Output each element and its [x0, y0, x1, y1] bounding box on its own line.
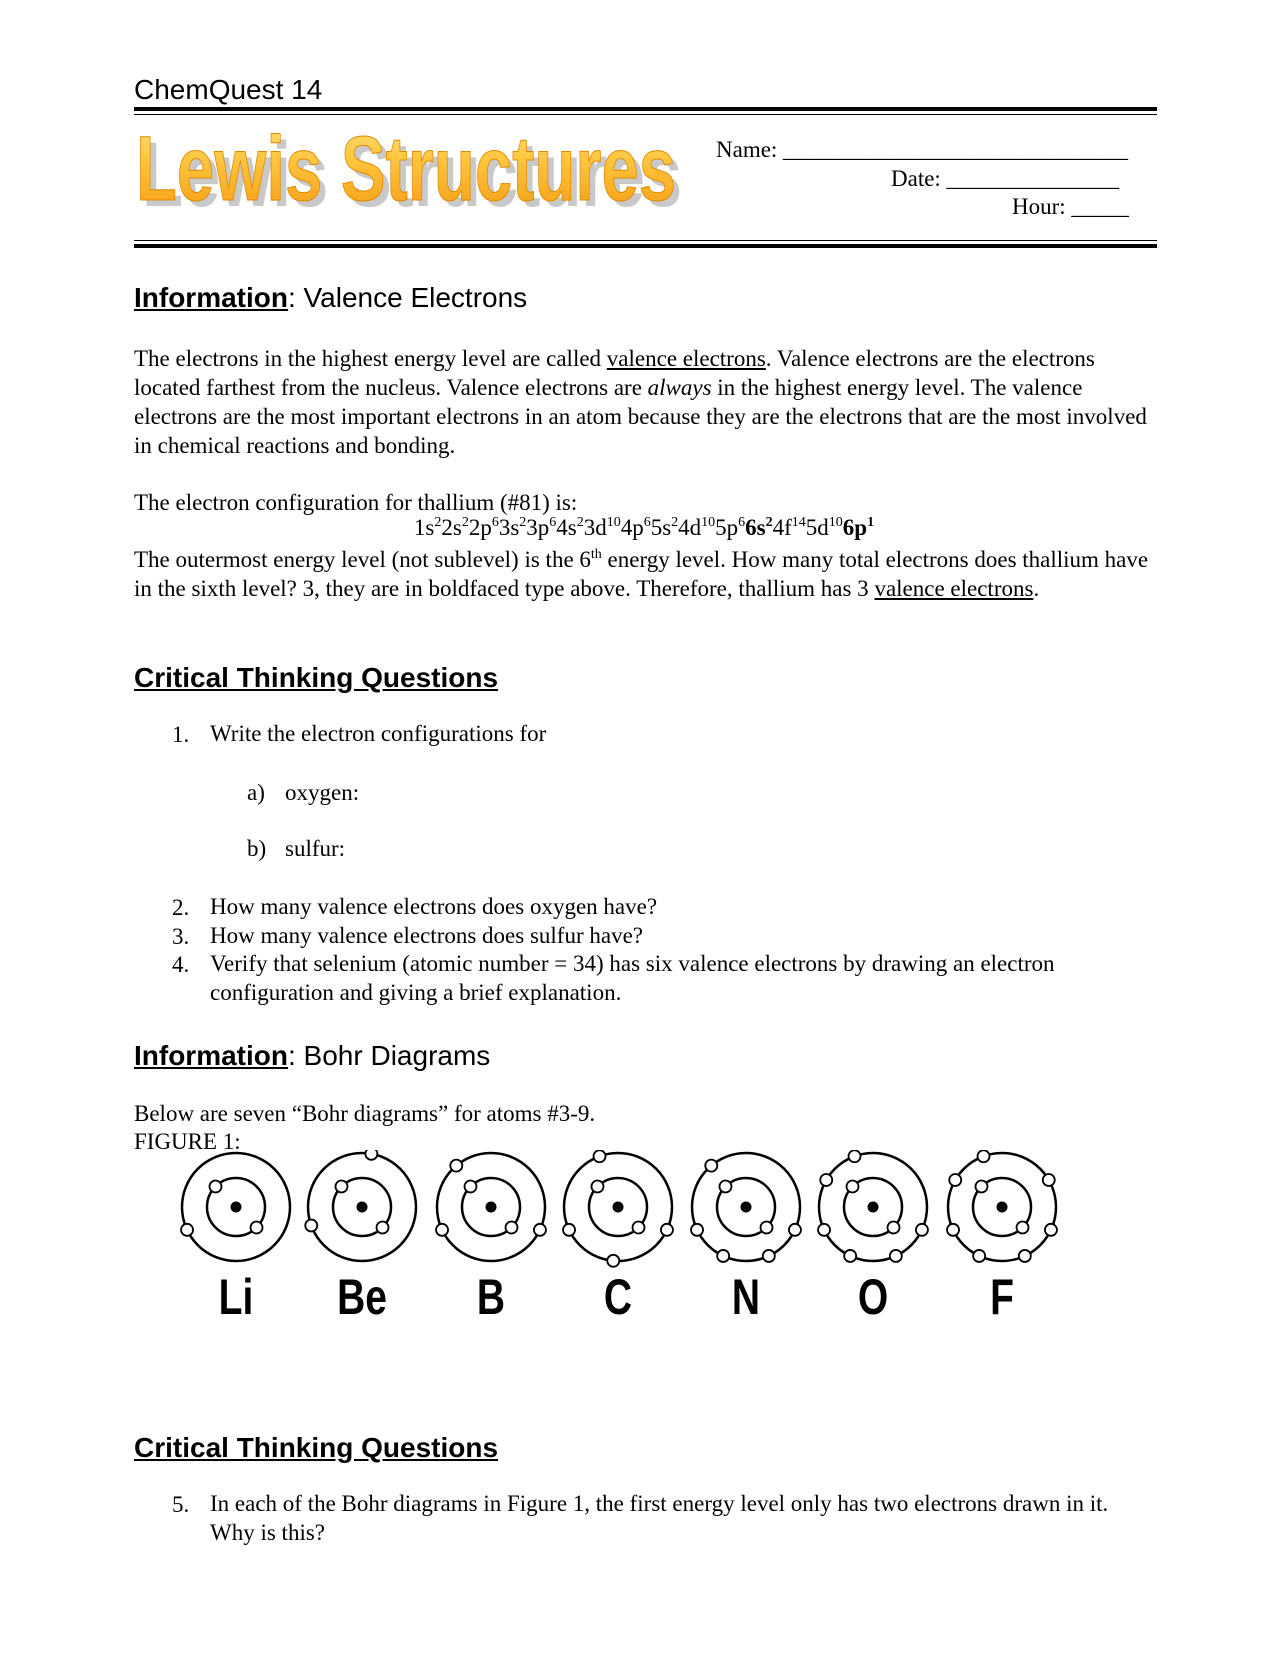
- thallium-intro: The electron configuration for thallium (#81) is:: [134, 490, 578, 515]
- p3-a: The outermost energy level (not sublevel) is the 6: [134, 547, 591, 572]
- header-bottom-rule: [134, 244, 1157, 248]
- outer-electron: [949, 1174, 961, 1186]
- bohr-diagram-figure: [0, 1150, 1280, 1270]
- config-term: [584, 515, 621, 540]
- header-top-rule: [134, 107, 1157, 111]
- header-top-rule-thin: [134, 114, 1157, 115]
- outer-electron: [789, 1224, 801, 1236]
- config-orbital: 3s: [498, 515, 520, 540]
- inner-electron: [888, 1222, 900, 1234]
- outer-electron: [1043, 1174, 1055, 1186]
- config-orbital: 4p: [620, 515, 644, 540]
- inner-electron: [335, 1180, 347, 1192]
- header-bottom-rule-thin: [134, 240, 1157, 241]
- p1-term: valence electrons: [606, 346, 766, 371]
- ctq-heading-1: Critical Thinking Questions: [134, 662, 499, 693]
- outer-electron: [717, 1250, 729, 1262]
- config-orbital: 2p: [468, 515, 492, 540]
- config-orbital: 5p: [715, 515, 739, 540]
- nucleus: [868, 1202, 878, 1212]
- config-orbital: 6s: [745, 515, 766, 540]
- inner-electron: [719, 1180, 731, 1192]
- outer-electron: [450, 1160, 462, 1172]
- nucleus: [486, 1202, 496, 1212]
- config-term: [773, 515, 806, 540]
- outer-electron: [763, 1250, 775, 1262]
- config-term: [806, 515, 843, 540]
- inner-electron: [1017, 1222, 1029, 1234]
- atom-symbol-f: F: [990, 1269, 1014, 1325]
- config-orbital: 4f: [772, 515, 792, 540]
- atom-symbol-c: C: [603, 1269, 633, 1325]
- config-term: [715, 515, 745, 540]
- logo-shadow-text: Lewis Structures: [142, 124, 682, 218]
- config-orbital: 4s: [556, 515, 577, 540]
- q3-text: How many valence electrons does sulfur have?: [210, 923, 644, 948]
- config-term: [678, 515, 715, 540]
- config-count: 10: [828, 515, 843, 530]
- outer-electron: [978, 1150, 990, 1162]
- config-term: [621, 515, 651, 540]
- config-count: 6: [738, 515, 746, 530]
- config-term: [499, 515, 526, 540]
- config-orbital: 5d: [805, 515, 829, 540]
- q1b-letter: b): [247, 836, 267, 861]
- outer-electron: [820, 1174, 832, 1186]
- info-bohr-heading: [134, 1040, 490, 1072]
- config-count: 2: [461, 515, 469, 530]
- config-count: 14: [791, 515, 806, 530]
- q4-number: 4.: [172, 952, 190, 977]
- inner-electron: [846, 1180, 858, 1192]
- q1-number: 1.: [172, 722, 190, 747]
- inner-electron: [506, 1222, 518, 1234]
- p1-a: The electrons in the highest energy level are called: [134, 346, 607, 371]
- outermost-paragraph: [134, 545, 1154, 603]
- info2-label: Information: [134, 1040, 288, 1071]
- q5-text: In each of the Bohr diagrams in Figure 1, the first energy level only has two electrons drawn in it. Why is this?: [210, 1491, 1109, 1545]
- nucleus: [613, 1202, 623, 1212]
- outer-electron: [890, 1250, 902, 1262]
- q5-number: 5.: [172, 1492, 190, 1517]
- config-term: [745, 515, 772, 540]
- config-count: 10: [606, 515, 621, 530]
- config-count: 1: [867, 515, 875, 530]
- outer-electron: [661, 1224, 673, 1236]
- outer-electron: [705, 1160, 717, 1172]
- outer-electron: [563, 1224, 575, 1236]
- info-rest: : Valence Electrons: [288, 282, 528, 313]
- inner-electron: [761, 1222, 773, 1234]
- inner-electron: [975, 1180, 987, 1192]
- config-orbital: 4d: [678, 515, 702, 540]
- bohr-intro: Below are seven “Bohr diagrams” for atoms #3-9.: [134, 1101, 596, 1126]
- nucleus: [231, 1202, 241, 1212]
- atom-symbol-n: N: [731, 1269, 761, 1325]
- p3-b: energy level. How many total electrons does thallium have in the sixth level? 3, they are in boldfaced type above. Therefore, thallium has 3: [134, 547, 1149, 601]
- config-count: 2: [434, 515, 442, 530]
- config-count: 6: [549, 515, 557, 530]
- outer-electron: [436, 1224, 448, 1236]
- p1-c: in the highest energy level. The valence electrons are the most important electrons in an atom because they are the electrons that are the most involved in chemical reactions and bonding.: [134, 375, 1147, 458]
- lewis-structures-logo: [136, 120, 696, 218]
- inner-electron: [377, 1222, 389, 1234]
- q1b-text: sulfur:: [285, 836, 346, 861]
- outer-electron: [849, 1150, 861, 1162]
- config-term: [556, 515, 583, 540]
- q3-number: 3.: [172, 924, 190, 949]
- outer-electron: [916, 1224, 928, 1236]
- config-count: 2: [576, 515, 584, 530]
- outer-electron: [818, 1224, 830, 1236]
- inner-electron: [591, 1180, 603, 1192]
- course-title: ChemQuest 14: [134, 74, 323, 105]
- nucleus: [997, 1202, 1007, 1212]
- info-valence-heading: [134, 282, 527, 314]
- inner-electron: [251, 1222, 263, 1234]
- atom-symbol-o: O: [857, 1269, 889, 1325]
- config-term: [526, 515, 556, 540]
- nucleus: [741, 1202, 751, 1212]
- valence-paragraph: [134, 344, 1154, 460]
- q4-text: Verify that selenium (atomic number = 34) has six valence electrons by drawing an electron configuration and giving a brief explanation.: [210, 951, 1055, 1005]
- config-orbital: 2s: [441, 515, 462, 540]
- inner-electron: [209, 1180, 221, 1192]
- config-term: [843, 515, 874, 540]
- atom-symbol-be: Be: [337, 1269, 387, 1325]
- logo-text: Lewis Structures: [136, 120, 676, 218]
- outer-electron: [1045, 1224, 1057, 1236]
- nucleus: [357, 1202, 367, 1212]
- config-count: 2: [519, 515, 527, 530]
- config-orbital: 5s: [650, 515, 672, 540]
- p3-sup: th: [590, 547, 602, 562]
- config-orbital: 3p: [526, 515, 550, 540]
- config-term: [469, 515, 499, 540]
- date-field: Date: _______________: [891, 166, 1120, 191]
- atom-symbol-li: Li: [218, 1269, 254, 1325]
- config-orbital: 6p: [842, 515, 868, 540]
- config-count: 6: [491, 515, 499, 530]
- q1a-text: oxygen:: [285, 780, 360, 805]
- ctq-heading-2: Critical Thinking Questions: [134, 1432, 499, 1463]
- outer-electron: [305, 1219, 317, 1231]
- outer-electron: [947, 1224, 959, 1236]
- name-field: Name: ______________________________: [716, 137, 1129, 162]
- config-count: 10: [701, 515, 716, 530]
- inner-electron: [464, 1180, 476, 1192]
- outer-electron: [973, 1250, 985, 1262]
- q2-number: 2.: [172, 895, 190, 920]
- config-count: 2: [765, 515, 773, 530]
- config-term: [651, 515, 678, 540]
- outer-electron: [181, 1224, 193, 1236]
- outer-electron: [365, 1150, 377, 1160]
- figure-label: FIGURE 1:: [134, 1129, 241, 1154]
- p1-em: always: [647, 375, 712, 400]
- outer-electron: [691, 1224, 703, 1236]
- info-label: Information: [134, 282, 288, 313]
- q1a-letter: a): [247, 780, 265, 805]
- outer-electron: [534, 1224, 546, 1236]
- outer-electron: [607, 1255, 619, 1267]
- inner-electron: [633, 1222, 645, 1234]
- atom-symbol-b: B: [476, 1269, 506, 1325]
- outer-electron: [844, 1250, 856, 1262]
- config-count: 2: [671, 515, 679, 530]
- config-term: [414, 515, 441, 540]
- config-orbital: 1s: [413, 515, 435, 540]
- config-term: [441, 515, 468, 540]
- p3-term: valence electrons: [874, 576, 1034, 601]
- config-orbital: 3d: [583, 515, 607, 540]
- outer-electron: [1019, 1250, 1031, 1262]
- thallium-configuration: [134, 515, 1154, 541]
- p3-c: .: [1033, 576, 1040, 601]
- config-count: 6: [643, 515, 651, 530]
- outer-electron: [594, 1150, 606, 1162]
- info2-rest: : Bohr Diagrams: [288, 1040, 491, 1071]
- hour-field: Hour: _____: [1012, 194, 1129, 219]
- p1-b: . Valence electrons are the electrons located farthest from the nucleus. Valence electrons are: [134, 346, 1095, 400]
- q1-text: Write the electron configurations for: [210, 721, 547, 746]
- q2-text: How many valence electrons does oxygen have?: [210, 894, 658, 919]
